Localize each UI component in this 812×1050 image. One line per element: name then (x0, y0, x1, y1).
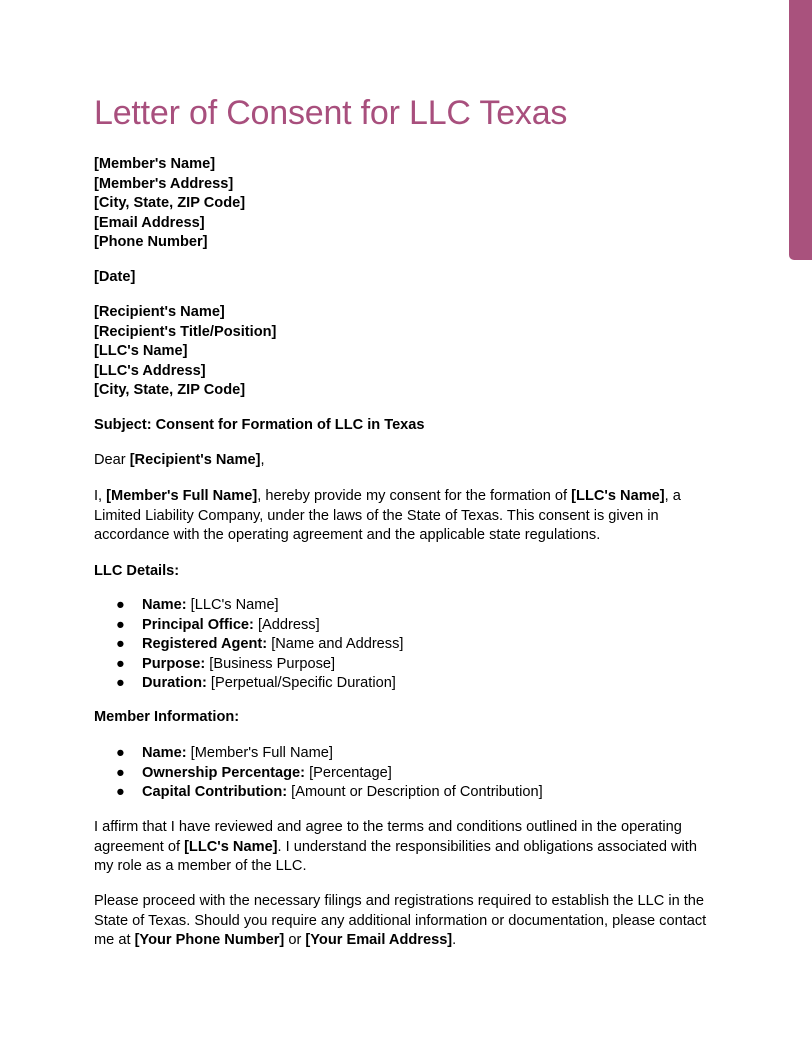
affirmation-paragraph (94, 818, 697, 877)
recipient-city-state-zip: [City, State, ZIP Code] (94, 382, 246, 398)
bullet-icon: ● (116, 636, 125, 652)
bullet-icon: ● (116, 655, 125, 672)
phone-placeholder: [Your Phone Number] (134, 932, 285, 948)
item-label: Registered Agent: (142, 636, 268, 652)
text-run: I, (94, 488, 107, 504)
bullet-icon: ● (116, 597, 125, 613)
item-label: Name: (142, 745, 187, 761)
greeting (94, 451, 265, 471)
affirmation-line-2 (94, 838, 697, 858)
list-item (94, 596, 403, 616)
item-value: [Name and Address] (267, 636, 404, 652)
closing-line-3 (94, 931, 706, 951)
item-value: [Member's Full Name] (186, 745, 333, 761)
greeting-suffix: , (260, 452, 265, 468)
text-run: or (284, 932, 306, 948)
affirmation-line-3: my role as a member of the LLC. (94, 858, 307, 874)
closing-paragraph (94, 892, 706, 951)
bullet-icon: ● (116, 745, 125, 761)
consent-line-1 (94, 487, 681, 507)
llc-details-list (94, 596, 403, 694)
item-value: [Address] (253, 616, 320, 633)
subject-line: Subject: Consent for Formation of LLC in Texas (94, 417, 425, 433)
sender-address: [Member's Address] (94, 175, 234, 192)
item-label: Duration: (142, 675, 207, 691)
recipient-name: [Recipient's Name] (94, 304, 225, 320)
accent-bar (789, 0, 812, 260)
bullet-icon: ● (116, 764, 125, 781)
member-full-name-placeholder: [Member's Full Name] (106, 488, 258, 504)
text-run: , hereby provide my consent for the formation of (257, 488, 572, 504)
recipient-title: [Recipient's Title/Position] (94, 323, 277, 340)
affirmation-line-1: I affirm that I have reviewed and agree to the terms and conditions outlined in the operating (94, 819, 682, 835)
item-value: [Perpetual/Specific Duration] (206, 675, 396, 691)
list-item (94, 635, 403, 655)
closing-line-1: Please proceed with the necessary filings and registrations required to establish the LLC in the (94, 893, 705, 909)
list-item (94, 655, 403, 675)
sender-email: [Email Address] (94, 214, 205, 231)
llc-details-heading: LLC Details: (94, 563, 180, 579)
recipient-llc-name: [LLC's Name] (94, 343, 188, 359)
list-item (94, 744, 543, 764)
consent-line-3: accordance with the operating agreement and the applicable state regulations. (94, 527, 601, 543)
closing-line-2: State of Texas. Should you require any additional information or documentation, please contact (94, 912, 707, 929)
list-item (94, 764, 543, 784)
item-value: [Business Purpose] (205, 655, 336, 672)
greeting-prefix: Dear (94, 452, 130, 468)
item-value: [LLC's Name] (186, 597, 279, 613)
consent-line-2: Limited Liability Company, under the laws of the State of Texas. This consent is given in (94, 507, 659, 524)
list-item (94, 783, 543, 803)
item-value: [Percentage] (305, 764, 392, 781)
recipient-llc-address: [LLC's Address] (94, 362, 206, 379)
sender-phone: [Phone Number] (94, 234, 208, 250)
sender-city-state-zip: [City, State, ZIP Code] (94, 195, 246, 211)
llc-name-placeholder: [LLC's Name] (184, 838, 278, 855)
text-run: . (452, 932, 457, 948)
llc-details-list-container (94, 596, 403, 694)
item-value: [Amount or Description of Contribution] (287, 784, 543, 800)
bullet-icon: ● (116, 675, 125, 691)
list-item (94, 674, 403, 694)
text-run: . I understand the responsibilities and obligations associated with (277, 838, 697, 855)
bullet-icon: ● (116, 616, 125, 633)
list-item (94, 616, 403, 636)
text-run: agreement of (94, 838, 185, 855)
llc-name-placeholder: [LLC's Name] (571, 488, 665, 504)
member-info-list-container (94, 744, 543, 803)
item-label: Name: (142, 597, 187, 613)
greeting-name: [Recipient's Name] (129, 452, 261, 468)
sender-address-block (94, 155, 245, 253)
sender-name: [Member's Name] (94, 156, 216, 172)
member-info-list (94, 744, 543, 803)
page-title: Letter of Consent for LLC Texas (94, 94, 568, 132)
text-run: , a (664, 488, 681, 504)
text-run: me at (94, 932, 135, 948)
date-line: [Date] (94, 269, 136, 285)
item-label: Purpose: (142, 655, 206, 672)
item-label: Capital Contribution: (142, 784, 288, 800)
item-label: Ownership Percentage: (142, 764, 306, 781)
recipient-address-block (94, 303, 276, 401)
email-placeholder: [Your Email Address] (305, 932, 453, 948)
item-label: Principal Office: (142, 616, 254, 633)
member-info-heading: Member Information: (94, 709, 240, 725)
consent-paragraph (94, 487, 681, 546)
bullet-icon: ● (116, 784, 125, 800)
